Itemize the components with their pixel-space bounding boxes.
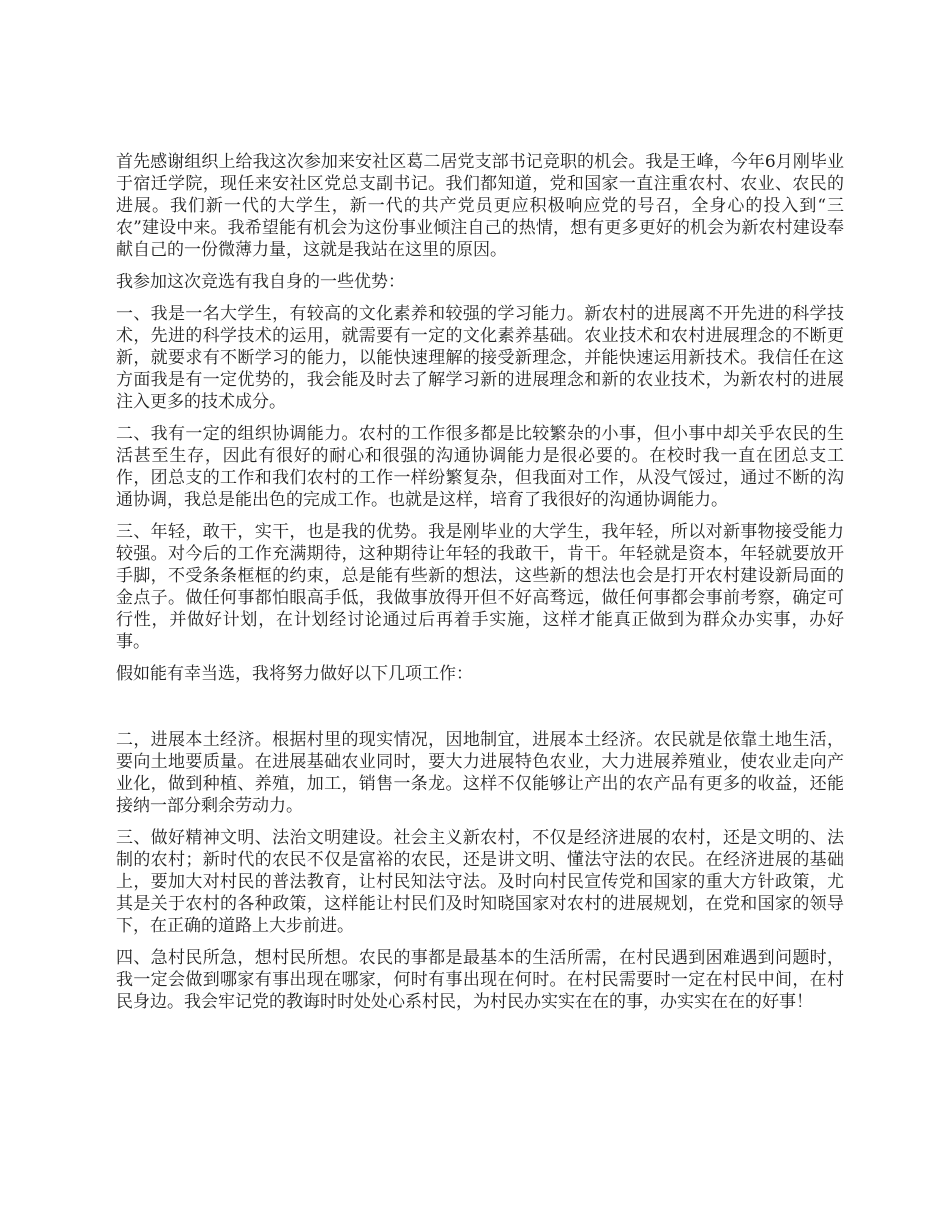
paragraph-work-2: 二，进展本土经济。根据村里的现实情况，因地制宜，进展本土经济。农民就是依靠土地生活，要向土地要质量。在进展基础农业同时，要大力进展特色农业，大力进展养殖业，使农业走向产业化，做到种植、养殖，加工，销售一条龙。这样不仅能够让产出的农产品有更多的收益，还能接纳一部分剩余劳动力。 [116,730,844,816]
blank-gap [116,695,844,729]
paragraph-work-4: 四、急村民所急，想村民所想。农民的事都是最基本的生活所需，在村民遇到困难遇到问题时，我一定会做到哪家有事出现在哪家，何时有事出现在何时。在村民需要时一定在村民中间，在村民身边。我会牢记党的教诲时时处处心系村民，为村民办实实在在的事，办实实在在的好事！ [116,948,844,1012]
paragraph-advantage-3: 三、年轻，敢干，实干，也是我的优势。我是刚毕业的大学生，我年轻，所以对新事物接受能力较强。对今后的工作充满期待，这种期待让年轻的我敢干，肯干。年轻就是资本，年轻就要放开手脚，不受条条框框的约束，总是能有些新的想法，这些新的想法也会是打开农村建设新局面的金点子。做任何事都怕眼高手低，我做事放得开但不好高骛远，做任何事都会事前考察，确定可行性，并做好计划，在计划经讨论通过后再着手实施，这样才能真正做到为群众办实事，办好事。 [116,522,844,652]
paragraph-work-3: 三、做好精神文明、法治文明建设。社会主义新农村，不仅是经济进展的农村，还是文明的、法制的农村；新时代的农民不仅是富裕的农民，还是讲文明、懂法守法的农民。在经济进展的基础上，要加大对村民的普法教育，让村民知法守法。及时向村民宣传党和国家的重大方针政策，尤其是关于农村的各种政策，这样能让村民们及时知晓国家对农村的进展规划，在党和国家的领导下，在正确的道路上大步前进。 [116,828,844,936]
document-body [116,151,844,1023]
paragraph-advantage-2: 二、我有一定的组织协调能力。农村的工作很多都是比较繁杂的小事，但小事中却关乎农民的生活甚至生存，因此有很好的耐心和很强的沟通协调能力是很必要的。在校时我一直在团总支工作，团总支的工作和我们农村的工作一样纷繁复杂，但我面对工作，从没气馁过，通过不断的沟通协调，我总是能出色的完成工作。也就是这样，培育了我很好的沟通协调能力。 [116,424,844,510]
paragraph-advantage-1: 一、我是一名大学生，有较高的文化素养和较强的学习能力。新农村的进展离不开先进的科学技术，先进的科学技术的运用，就需要有一定的文化素养基础。农业技术和农村进展理念的不断更新，就要求有不断学习的能力，以能快速理解的接受新理念，并能快速运用新技术。我信任在这方面我是有一定优势的，我会能及时去了解学习新的进展理念和新的农业技术，为新农村的进展注入更多的技术成分。 [116,304,844,412]
paragraph-work-heading: 假如能有幸当选，我将努力做好以下几项工作： [116,664,473,684]
paragraph-advantages-heading: 我参加这次竞选有我自身的一些优势： [116,272,405,292]
paragraph-intro: 首先感谢组织上给我这次参加来安社区葛二居党支部书记竞职的机会。我是王峰，今年6月刚毕业于宿迁学院，现任来安社区党总支副书记。我们都知道，党和国家一直注重农村、农业、农民的进展。我们新一代的大学生，新一代的共产党员更应积极响应党的号召，全身心的投入到“三农”建设中来。我希望能有机会为这份事业倾注自己的热情，想有更多更好的机会为新农村建设奉献自己的一份微薄力量，这就是我站在这里的原因。 [116,152,844,260]
